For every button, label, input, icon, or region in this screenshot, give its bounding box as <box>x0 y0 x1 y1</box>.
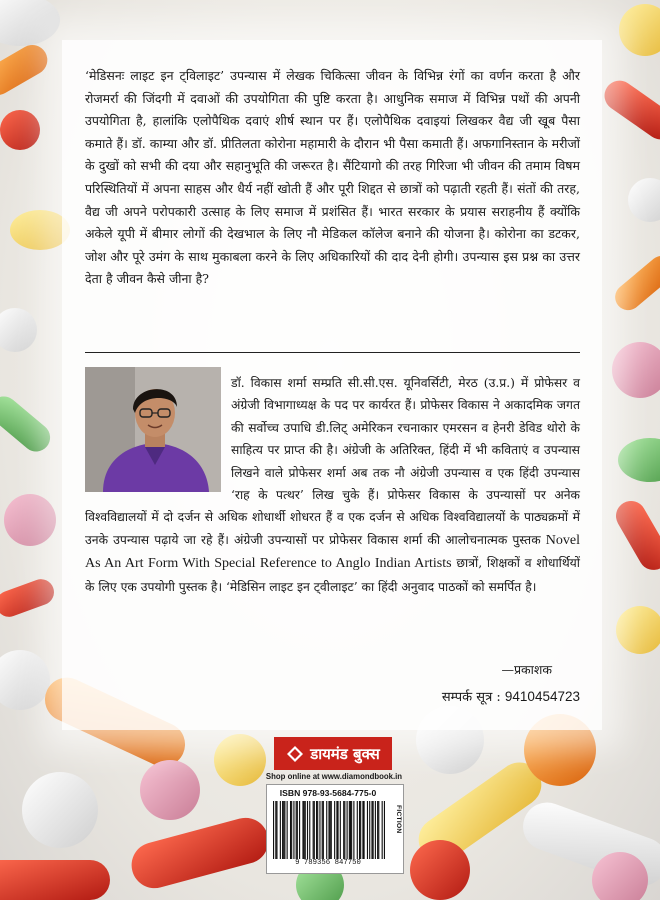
publisher-logo <box>274 737 392 770</box>
barcode-bar <box>375 801 376 859</box>
barcode-bar <box>313 801 314 859</box>
barcode-bar <box>364 801 365 859</box>
barcode-bar <box>347 801 348 859</box>
barcode-bar <box>304 801 305 859</box>
contact-info <box>442 687 580 705</box>
contact-label: सम्पर्क सूत्र : <box>441 690 501 705</box>
barcode-bar <box>283 801 284 859</box>
barcode-bar <box>299 801 300 859</box>
barcode-bar <box>273 801 274 859</box>
barcode-bar <box>367 801 368 859</box>
barcode-bar <box>357 801 358 859</box>
barcode-bar <box>302 801 303 859</box>
barcode-bar <box>291 801 292 859</box>
barcode-bar <box>344 801 345 859</box>
barcode-bar <box>276 801 277 859</box>
barcode-bar <box>377 801 378 859</box>
barcode-bar <box>305 801 306 859</box>
logo-text: डायमंड बुक्स <box>310 744 380 763</box>
barcode-bar <box>336 801 337 859</box>
bio-text-part1: डॉ. विकास शर्मा सम्प्रति सी.सी.एस. यूनिवर्सिटी, मेरठ (उ.प्र.) में प्रोफेसर व अंग्रेजी विभागाध्यक्ष के पद पर कार्यरत हैं। प्रोफेसर विकास ने अकादमिक जगत की सर्वोच्च उपाधि डी.लिट् अमेरिकन रचनाकार एमरसन व हेनरी डेविड थोरो के साहित्य पर प्राप्त की है। अंग्रेजी के अतिरिक्त, हिंदी में भी कविताएं व उपन्यास लिखने वाले प्रोफेसर शर्मा अब तक नौ अंग्रेजी उपन्यास व एक हिंदी उपन्यास ‘राह के पत्थर’ लिख चुके हैं। प्रोफेसर विकास के उपन्यासों पर अनेक विश्वविद्यालयों में दो दर्जन से अधिक शोधार्थी शोधरत हैं व एक दर्जन से अधिक विश्वविद्यालयों के पाठ्यक्रमों में उनके उपन्यास पढ़ाये जा रहे हैं। अंग्रेजी उपन्यासों पर प्रोफेसर विकास शर्मा की आलोचनात्मक पुस्तक <box>85 376 580 547</box>
barcode-bar <box>369 801 370 859</box>
barcode-bar <box>322 801 323 859</box>
pill-shape <box>599 4 660 654</box>
book-blurb: ‘मेडिसनः लाइट इन ट्विलाइट’ उपन्यास में लेखक चिकित्सा जीवन के विभिन्न रंगों का वर्णन करता है और रोजमर्रा की जिंदगी में दवाओं की उपयोगिता की पुष्टि करता है। आधुनिक समाज में विभिन्न पथों की अपनी उपयोगिता है, हालांकि एलोपैथिक दवाएं शीर्ष स्थान पर हैं। एलोपैथिक दवाइयां लिखकर वैद्य जी खूब पैसा कमाते हैं। डॉ. काम्या और डॉ. प्रीतिलता कोरोना महामारी के दौरान भी पैसा कमाती हैं। अफगानिस्तान के मरीजों के दुखों को सभी की दया और सहानुभूति की जरूरत है। सैंटियागो की तरह गिरिजा भी जीवन की तमाम विषम परिस्थितियों में अपना साहस और धैर्य नहीं खोती हैं और पूरी शिद्दत से छात्रों को पढ़ाती रहती हैं। संतों की तरह, वैद्य जी अपने परोपकारी उत्साह के लिए समाज में प्रशंसित हैं। भारत सरकार के प्रयास सराहनीय हैं क्योंकि अकेले यूपी में बीमार लोगों की देखभाल के लिए नौ मेडिकल कॉलेज बनाने की योजना है। कोरोना का डटकर, जोश और पूरे उमंग के साथ मुकाबला करने के लिए अधिकारियों की दाद देनी होगी। उपन्यास इस प्रश्न का उत्तर देता है जीवन कैसे जीना है? <box>85 68 580 287</box>
barcode-bar <box>316 801 317 859</box>
barcode-bar <box>323 801 324 859</box>
barcode <box>273 801 385 859</box>
barcode-bar <box>378 801 379 859</box>
barcode-bar <box>384 801 385 859</box>
barcode-bar <box>307 801 308 859</box>
barcode-bar <box>317 801 318 859</box>
barcode-bar <box>296 801 297 859</box>
barcode-bar <box>362 801 363 859</box>
barcode-bar <box>353 801 354 859</box>
barcode-bar <box>340 801 341 859</box>
barcode-number: 9 789356 847750 <box>295 859 361 867</box>
barcode-bar <box>314 801 315 859</box>
category-label: FICTION <box>395 805 402 834</box>
barcode-bar <box>280 801 281 859</box>
barcode-bar <box>343 801 344 859</box>
barcode-bar <box>284 801 285 859</box>
barcode-bar <box>331 801 332 859</box>
barcode-bar <box>290 801 291 859</box>
barcode-bar <box>349 801 350 859</box>
publisher-signature: —प्रकाशक <box>501 662 552 677</box>
section-divider <box>85 352 580 353</box>
barcode-bar <box>326 801 327 859</box>
photo-spacer <box>85 372 231 494</box>
author-bio <box>85 372 580 598</box>
barcode-bar <box>360 801 361 859</box>
barcode-box <box>266 784 404 874</box>
barcode-bar <box>287 801 288 859</box>
barcode-bar <box>328 801 329 859</box>
barcode-bar <box>337 801 338 859</box>
pill-shape <box>0 0 70 710</box>
barcode-bar <box>373 801 374 859</box>
barcode-bar <box>350 801 351 859</box>
isbn-text: ISBN 978-93-5684-775-0 <box>279 788 377 798</box>
barcode-bar <box>282 801 283 859</box>
barcode-bar <box>309 801 310 859</box>
barcode-bar <box>319 801 320 859</box>
barcode-bar <box>330 801 331 859</box>
shop-online-text: Shop online at www.diamondbook.in <box>265 772 403 781</box>
barcode-bar <box>293 801 294 859</box>
contact-number: 9410454723 <box>504 689 580 704</box>
barcode-bar <box>351 801 352 859</box>
barcode-bar <box>334 801 335 859</box>
barcode-bar <box>359 801 360 859</box>
barcode-bar <box>382 801 383 859</box>
diamond-logo-icon <box>286 745 304 763</box>
barcode-bar <box>275 801 276 859</box>
barcode-bar <box>371 801 372 859</box>
barcode-bar <box>297 801 298 859</box>
bio-text-part2: छात्रों, शिक्षकों व शोधार्थियों के लिए एक उपयोगी पुस्तक है। ‘मेडिसिन लाइट इन ट्वीलाइट’ का हिंदी अनुवाद पाठकों को समर्पित है। <box>85 556 580 594</box>
english-book-title: Novel As An Art Form With Special Reference to Anglo Indian Artists <box>85 532 580 572</box>
